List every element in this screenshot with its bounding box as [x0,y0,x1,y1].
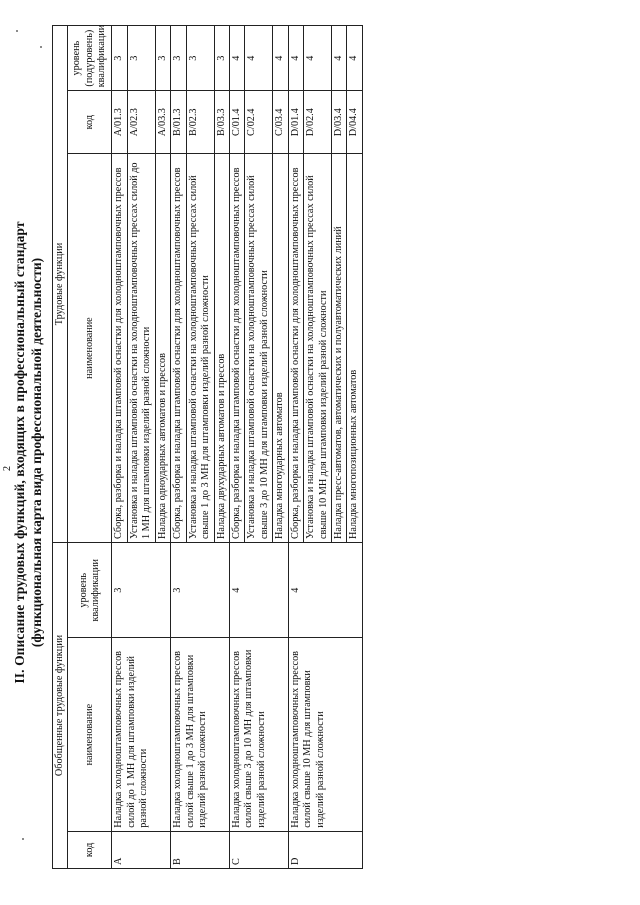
group-name: Наладка холодноштамповочных прессов силой свыше 1 до 3 МН для штамповки изделий разной сложности [171,638,230,831]
function-name: Установка и наладка штамповой оснастки на холодноштамповочных прессах силой до 1 МН для штамповки изделий разной сложности [127,154,155,543]
function-code: B/03.3 [214,91,229,154]
function-level: 4 [245,26,273,91]
section-subtitle: (функциональная карта вида профессиональной деятельности) [29,257,44,648]
function-code: C/01.4 [229,91,244,154]
function-name: Сборка, разборка и наладка штамповой оснастки для холодноштамповочных прессов [229,154,244,543]
function-code: D/02.4 [304,91,332,154]
function-name: Наладка многопозиционных автоматов [347,154,362,543]
function-level: 3 [155,26,170,91]
function-code: B/01.3 [171,91,186,154]
table-row [112,26,127,869]
function-level: 3 [214,26,229,91]
table-row [171,26,186,869]
group-level: 4 [288,543,362,638]
function-name: Установка и наладка штамповой оснастки на холодноштамповочных прессах силой свыше 1 до 3 МН для штамповки изделий разной сложности [186,154,214,543]
header-labor-group: Трудовые функции [53,26,68,543]
function-level: 3 [171,26,186,91]
table-body [112,26,362,869]
function-level: 4 [273,26,288,91]
scan-speck [22,838,24,840]
header-tf-code: код [68,91,112,154]
functional-map-table [52,25,363,869]
function-name: Наладка многоударных автоматов [273,154,288,543]
header-code: код [68,831,112,868]
function-level: 3 [127,26,155,91]
group-level: 4 [229,543,288,638]
group-code: C [229,831,288,868]
function-code: D/03.4 [332,91,347,154]
function-code: A/03.3 [155,91,170,154]
group-level: 3 [171,543,230,638]
header-level: уровень квалификации [68,543,112,638]
function-code: C/02.4 [245,91,273,154]
function-name: Наладка двухударных автоматов и прессов [214,154,229,543]
header-name: наименование [68,638,112,831]
function-name: Установка и наладка штамповой оснастки на холодноштамповочных прессах силой свыше 10 МН для штамповки изделий разной сложности [304,154,332,543]
function-code: A/01.3 [112,91,127,154]
function-code: B/02.3 [186,91,214,154]
function-code: A/02.3 [127,91,155,154]
group-name: Наладка холодноштамповочных прессов силой свыше 10 МН для штамповки изделий разной сложности [288,638,362,831]
function-level: 4 [229,26,244,91]
header-tf-name: наименование [68,154,112,543]
function-level: 3 [186,26,214,91]
function-name: Сборка, разборка и наладка штамповой оснастки для холодноштамповочных прессов [112,154,127,543]
group-code: B [171,831,230,868]
page-number: 2 [2,466,13,471]
function-name: Наладка одноударных автоматов и прессов [155,154,170,543]
scan-speck [40,46,42,48]
group-level: 3 [112,543,171,638]
function-name: Сборка, разборка и наладка штамповой оснастки для холодноштамповочных прессов [288,154,303,543]
table-row [288,26,303,869]
function-code: D/01.4 [288,91,303,154]
function-name: Наладка пресс-автоматов, автоматических и полуавтоматических линий [332,154,347,543]
function-level: 4 [347,26,362,91]
scan-speck [16,30,18,32]
function-level: 4 [288,26,303,91]
function-name: Установка и наладка штамповой оснастки на холодноштамповочных прессах силой свыше 3 до 10 МН для штамповки изделий разной сложности [245,154,273,543]
function-code: C/03.4 [273,91,288,154]
functional-map-table-wrapper [52,25,363,869]
group-name: Наладка холодноштамповочных прессов силой свыше 3 до 10 МН для штамповки изделий разной сложности [229,638,288,831]
header-tf-level: уровень (подуровень) квалификации [68,26,112,91]
function-level: 3 [112,26,127,91]
function-code: D/04.4 [347,91,362,154]
table-row [229,26,244,869]
group-code: A [112,831,171,868]
function-name: Сборка, разборка и наладка штамповой оснастки для холодноштамповочных прессов [171,154,186,543]
function-level: 4 [332,26,347,91]
group-code: D [288,831,362,868]
table-header [53,26,112,869]
section-title: II. Описание трудовых функций, входящих в профессиональный стандарт [12,221,27,684]
group-name: Наладка холодноштамповочных прессов силой до 1 МН для штамповки изделий разной сложности [112,638,171,831]
header-generalized-group: Обобщенные трудовые функции [53,543,68,869]
function-level: 4 [304,26,332,91]
